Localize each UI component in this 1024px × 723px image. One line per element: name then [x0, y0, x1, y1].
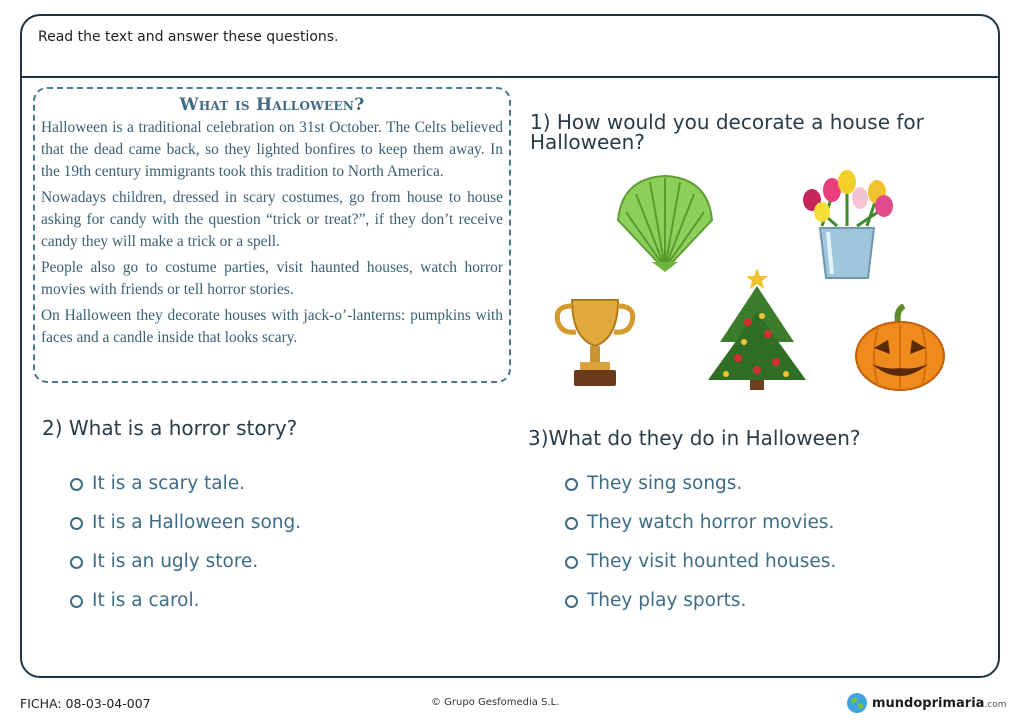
ficha-code: FICHA: 08-03-04-007 — [20, 696, 151, 711]
brand-name: mundoprimaria — [872, 695, 985, 711]
radio-circle-icon[interactable] — [565, 595, 578, 608]
reading-paragraph: Halloween is a traditional celebration on 31st October. The Celts believed that the dead came back, so they lighted bonfires to keep them away. In the 19th century immigrants took this tradition to North America. — [41, 119, 503, 180]
radio-circle-icon[interactable] — [70, 517, 83, 530]
seashell-icon[interactable] — [612, 172, 718, 274]
question-1-title: 1) How would you decorate a house for Halloween? — [530, 110, 924, 154]
instruction-text: Read the text and answer these questions. — [38, 29, 339, 45]
option-item[interactable] — [70, 551, 301, 590]
globe-icon — [846, 692, 868, 714]
jack-o-lantern-icon[interactable] — [852, 304, 948, 392]
question-2-title: 2) What is a horror story? — [42, 416, 298, 440]
worksheet-frame — [20, 14, 1000, 678]
question-3-title: 3)What do they do in Halloween? — [528, 426, 861, 450]
brand-text — [872, 696, 1007, 711]
option-item[interactable] — [565, 473, 836, 512]
option-label: It is a scary tale. — [92, 473, 246, 494]
radio-circle-icon[interactable] — [70, 478, 83, 491]
radio-circle-icon[interactable] — [70, 595, 83, 608]
question-2-options — [70, 473, 301, 629]
option-item[interactable] — [565, 551, 836, 590]
option-label: They play sports. — [587, 590, 747, 611]
option-label: They watch horror movies. — [587, 512, 835, 533]
option-item[interactable] — [565, 512, 836, 551]
copyright-text: © Grupo Gesfomedia S.L. — [431, 697, 560, 708]
option-item[interactable] — [70, 473, 301, 512]
option-label: It is a Halloween song. — [92, 512, 302, 533]
option-label: They sing songs. — [587, 473, 743, 494]
christmas-tree-icon[interactable] — [698, 262, 816, 394]
reading-paragraph: People also go to costume parties, visit haunted houses, watch horror movies with friends or tell horror stories. — [41, 259, 503, 298]
trophy-icon[interactable] — [552, 294, 638, 392]
question-3-options — [565, 473, 836, 629]
radio-circle-icon[interactable] — [565, 478, 578, 491]
brand-domain: .com — [984, 699, 1007, 710]
brand-logo[interactable] — [846, 691, 1007, 715]
reading-title: What is Halloween? — [179, 95, 365, 115]
option-label: It is a carol. — [92, 590, 200, 611]
option-label: It is an ugly store. — [92, 551, 259, 572]
header-divider — [22, 76, 998, 78]
radio-circle-icon[interactable] — [70, 556, 83, 569]
reading-box — [33, 87, 511, 383]
option-item[interactable] — [70, 590, 301, 629]
radio-circle-icon[interactable] — [565, 517, 578, 530]
reading-paragraph: On Halloween they decorate houses with jack-o’-lanterns: pumpkins with faces and a candle inside that looks scary. — [41, 307, 503, 346]
option-item[interactable] — [565, 590, 836, 629]
radio-circle-icon[interactable] — [565, 556, 578, 569]
option-label: They visit hounted houses. — [587, 551, 837, 572]
reading-paragraph: Nowadays children, dressed in scary costumes, go from house to house asking for candy with the question “trick or treat?”, if they don’t receive candy they will make a trick or a spell. — [41, 189, 503, 250]
option-item[interactable] — [70, 512, 301, 551]
